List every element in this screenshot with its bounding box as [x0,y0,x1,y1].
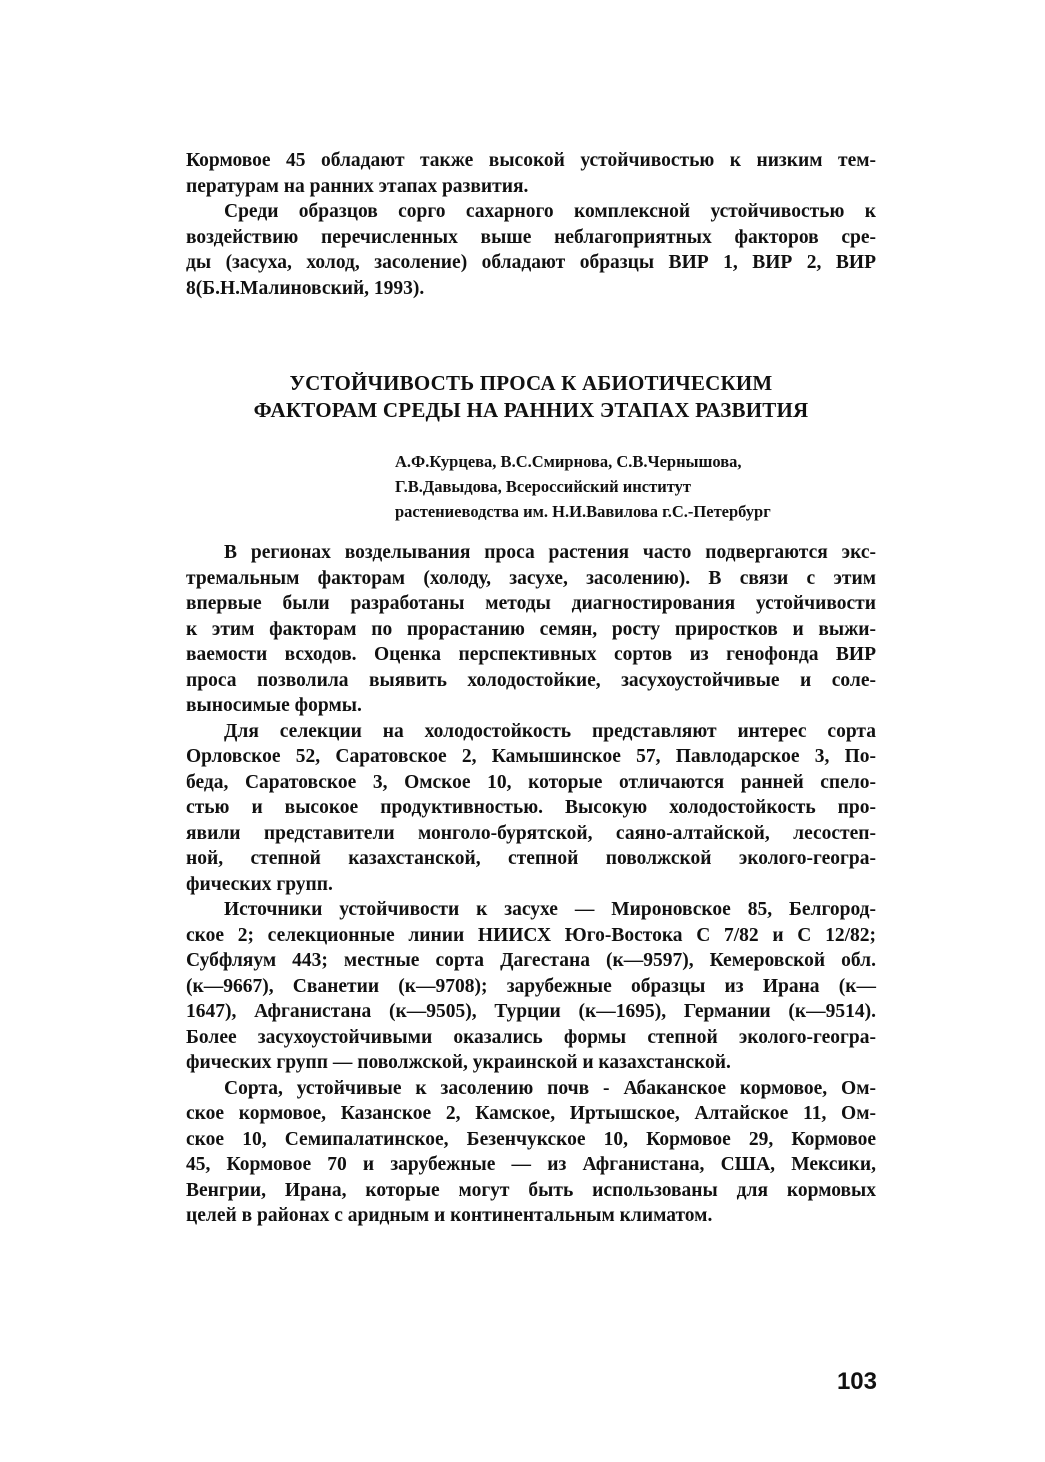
text-line: ское 2; селекционные линии НИИСХ Юго-Востока С 7/82 и С 12/82; [186,924,876,946]
authors-block [395,449,865,524]
paragraph-intro [186,540,876,719]
text-line: пературам на ранних этапах развития. [186,175,529,197]
text-line: фических групп. [186,873,333,895]
title-line: ФАКТОРАМ СРЕДЫ НА РАННИХ ЭТАПАХ РАЗВИТИЯ [253,398,809,422]
authors-line: А.Ф.Курцева, В.С.Смирнова, С.В.Чернышова, [395,452,742,471]
paragraph-drought-resistance [186,897,876,1076]
text-line: Орловское 52, Саратовское 2, Камышинское 57, Павлодарское 3, По- [186,746,876,767]
text-line: Субфляум 443; местные сорта Дагестана (к—9597), Кемеровской обл. [186,950,876,971]
text-line: стью и высокое продуктивностью. Высокую холодостойкость про- [186,797,876,818]
text-line: Кормовое 45 обладают также высокой устойчивостью к низким тем- [186,150,876,171]
text-line: Для селекции на холодостойкость представляют интерес сорта [224,720,876,742]
text-line: Сорта, устойчивые к засолению почв - Абаканское кормовое, Ом- [224,1077,876,1099]
text-line: Среди образцов сорго сахарного комплексной устойчивостью к [224,201,876,222]
authors-line: Г.В.Давыдова, Всероссийский институт [395,477,691,496]
continuation-text [186,148,876,301]
paragraph-cold-resistance [186,719,876,898]
text-line: Более засухоустойчивыми оказались формы степной эколого-геогра- [186,1026,876,1048]
authors-line: растениеводства им. Н.И.Вавилова г.С.-Петербург [395,502,771,521]
text-line: ское кормовое, Казанское 2, Камское, Иртышское, Алтайское 11, Ом- [186,1103,876,1124]
page-number: 103 [836,1368,877,1395]
article-body [186,540,876,1229]
text-line: ваемости всходов. Оценка перспективных сортов из генофонда ВИР [186,644,876,665]
title-line: УСТОЙЧИВОСТЬ ПРОСА К АБИОТИЧЕСКИМ [289,371,773,395]
text-line: воздействию перечисленных выше неблагоприятных факторов сре- [186,226,876,248]
text-line: Венгрии, Ирана, которые могут быть использованы для кормовых [186,1179,876,1201]
text-line: 1647), Афганистана (к—9505), Турции (к—1695), Германии (к—9514). [186,1001,876,1022]
paragraph-sorghum [186,199,876,301]
text-line: тремальным факторам (холоду, засухе, засолению). В связи с этим [186,567,876,589]
text-line: явили представители монголо-бурятской, саяно-алтайской, лесостеп- [186,822,876,844]
text-line: целей в районах с аридным и континентальным климатом. [186,1205,713,1226]
text-line: впервые были разработаны методы диагностирования устойчивости [186,593,876,614]
text-line: В регионах возделывания проса растения часто подвергаются экс- [224,542,876,563]
article-title [186,370,876,424]
text-line: беда, Саратовское 3, Омское 10, которые отличаются ранней спело- [186,771,876,793]
text-line: ское 10, Семипалатинское, Безенчукское 10, Кормовое 29, Кормовое [186,1128,876,1150]
paragraph-salinity-resistance [186,1076,876,1229]
text-line: (к—9667), Сванетии (к—9708); зарубежные образцы из Ирана (к— [186,975,876,997]
text-line: к этим факторам по прорастанию семян, росту приростков и выжи- [186,618,876,640]
text-line: Источники устойчивости к засухе — Мироновское 85, Белгород- [224,899,876,920]
text-line: 45, Кормовое 70 и зарубежные — из Афганистана, США, Мексики, [186,1154,876,1175]
text-line: проса позволила выявить холодостойкие, засухоустойчивые и соле- [186,669,876,691]
text-line: выносимые формы. [186,695,362,716]
paragraph-continuation [186,148,876,199]
text-line: 8(Б.Н.Малиновский, 1993). [186,277,425,299]
text-line: фических групп — поволжской, украинской и казахстанской. [186,1052,731,1073]
text-line: ной, степной казахстанской, степной поволжской эколого-геогра- [186,848,876,869]
text-line: ды (засуха, холод, засоление) обладают образцы ВИР 1, ВИР 2, ВИР [186,252,876,273]
